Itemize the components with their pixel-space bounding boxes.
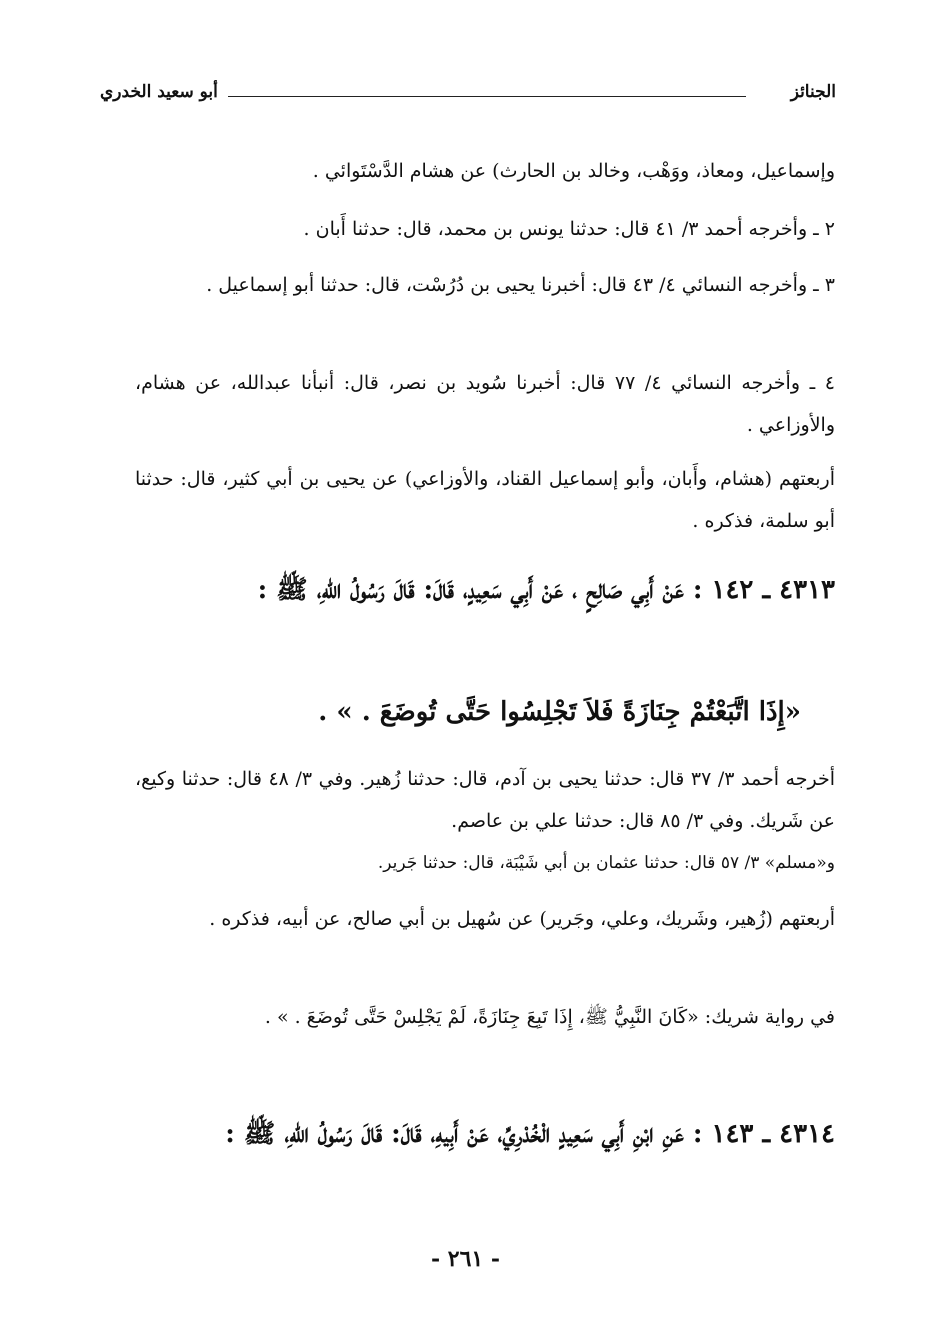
- paragraph-summary-2: أربعتهم (زُهير، وشَريك، وعلي، وجَرير) عن سُهيل بن أبي صالح، عن أبيه، فذكره .: [209, 908, 835, 930]
- paragraph-takhrij-4313: أخرجه أحمد ٣/ ٣٧ قال: حدثنا يحيى بن آدم، قال: حدثنا زُهير. وفي ٣/ ٤٨ قال: حدثنا وكيع، عن شَريك. وفي ٣/ ٨٥ قال: حدثنا علي بن عاصم.: [135, 768, 835, 832]
- header-rule: [228, 96, 746, 97]
- header-narrator-name: أبو سعيد الخدري: [100, 82, 218, 102]
- paragraph-source-4: ٤ ـ وأخرجه النسائي ٤/ ٧٧ قال: أخبرنا سُويد بن نصر، قال: أنبأنا عبدالله، عن هشام، والأوزاعي .: [135, 372, 835, 436]
- paragraph-summary-1: أربعتهم (هشام، وأَبان، وأبو إسماعيل القناد، والأوزاعي) عن يحيى بن أبي كثير، قال: حدثنا أبو سلمة، فذكره .: [135, 468, 835, 532]
- paragraph-narrators-list: وإسماعيل، ومعاذ، ووَهْب، وخالد بن الحارث) عن هشام الدَّسْتَوائي .: [312, 160, 835, 182]
- paragraph-source-3: ٣ ـ وأخرجه النسائي ٤/ ٤٣ قال: أخبرنا يحيى بن دُرُسْت، قال: حدثنا أبو إسماعيل .: [206, 274, 835, 296]
- header-section-title: الجنائز: [790, 82, 836, 102]
- hadith-4313-heading: ٤٣١٣ ـ ١٤٢ : عَنْ أَبِي صَالِحٍ ، عَنْ أَبِي سَعِيدٍ، قَالَ: قَالَ رَسُولُ اللّهِ، ﷺ :: [257, 575, 835, 605]
- running-header: [100, 82, 836, 110]
- paragraph-source-2: ٢ ـ وأخرجه أحمد ٣/ ٤١ قال: حدثنا يونس بن محمد، قال: حدثنا أَبان .: [303, 218, 835, 240]
- paragraph-sharik-narration: في رواية شريك: «كَانَ النَّبِيُّ ﷺ، إِذَا تَبِعَ جِنَازَةً، لَمْ يَجْلِسْ حَتَّى تُوضَعَ . » .: [264, 1006, 835, 1028]
- hadith-4313-text: «إِذَا اتَّبَعْتُمْ جِنَازَةً فَلاَ تَجْلِسُوا حَتَّى تُوضَعَ . » .: [318, 697, 801, 727]
- hadith-4314-heading: ٤٣١٤ ـ ١٤٣ : عَنِ ابْنِ أَبِي سَعِيدٍ الْخُدْرِيِّ، عَنْ أَبِيهِ، قَالَ: قَالَ رَسُولُ اللّهِ، ﷺ :: [225, 1119, 835, 1149]
- page-number: - ٢٦١ -: [430, 1246, 501, 1272]
- paragraph-muslim-reference: و«مسلم» ٣/ ٥٧ قال: حدثنا عثمان بن أبي شَيْبَة، قال: حدثنا جَرير.: [377, 853, 835, 873]
